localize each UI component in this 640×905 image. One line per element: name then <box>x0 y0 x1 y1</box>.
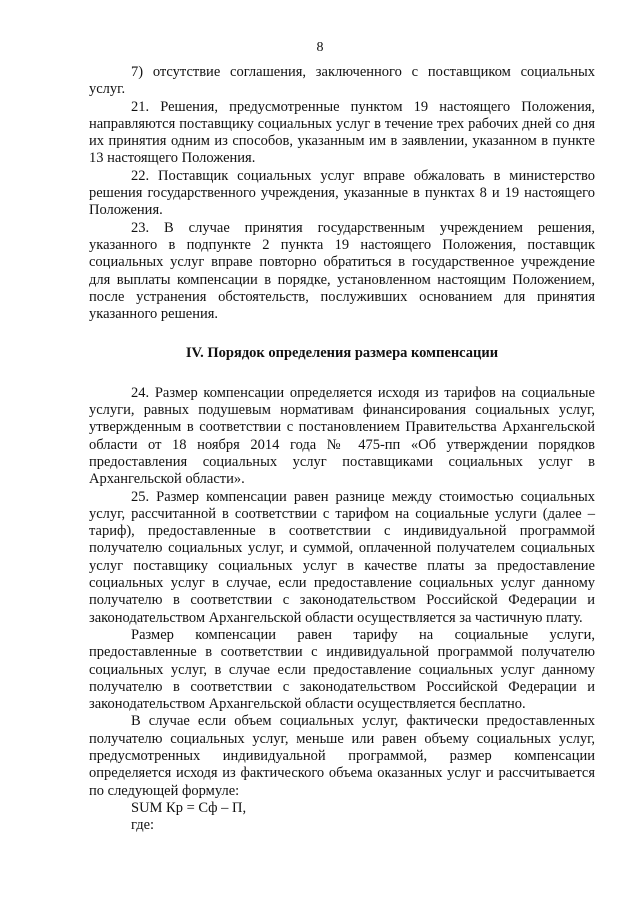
page-number: 8 <box>316 40 324 55</box>
formula: SUM Кр = Сф – П, <box>131 799 247 816</box>
paragraph-24: 24. Размер компенсации определяется исходя из тарифов на социальные услуги, равных подушевым нормативам финансирования социальных услуг, утвержденным в соответствии с постановлением Правительства Архангельской области от 18 ноября 2014 года № 475-пп «Об утверждении порядков предоставления социальных услуг поставщиками социальных услуг в Архангельской области». <box>89 384 595 488</box>
where-label: где: <box>131 817 155 834</box>
paragraph-item-7: 7) отсутствие соглашения, заключенного с поставщиком социальных услуг. <box>89 64 595 98</box>
paragraph-25-free: Размер компенсации равен тарифу на социальные услуги, предоставленные в соответствии с индивидуальной программой получателю социальных услуг, в случае если предоставление социальных услуг данному получателю в соответствии с законодательством Российской Федерации и законодательством Архангельской области осуществляется бесплатно. <box>89 626 595 713</box>
section-heading: IV. Порядок определения размера компенсации <box>185 345 499 362</box>
paragraph-25: 25. Размер компенсации равен разнице между стоимостью социальных услуг, рассчитанной в соответствии с тарифом на социальные услуги (далее – тариф), предоставленные в соответствии с индивидуальной программой получателю социальных услуг, и суммой, оплаченной получателем социальных услуг поставщику социальных услуг в качестве платы за предоставление социальных услуг в случае, если предоставление социальных услуг данному получателю в соответствии с законодательством Российской Федерации и законодательством Архангельской области осуществляется за частичную плату. <box>89 488 595 626</box>
paragraph-21: 21. Решения, предусмотренные пунктом 19 настоящего Положения, направляются поставщику социальных услуг в течение трех рабочих дней со дня их принятия одним из способов, указанным им в заявлении, указанном в пункте 13 настоящего Положения. <box>89 98 595 167</box>
paragraph-22: 22. Поставщик социальных услуг вправе обжаловать в министерство решения государственного учреждения, указанные в пунктах 8 и 19 настоящего Положения. <box>89 167 595 219</box>
paragraph-25-volume: В случае если объем социальных услуг, фактически предоставленных получателю социальных услуг, меньше или равен объему социальных услуг, предусмотренных индивидуальной программой, размер компенсации определяется исходя из фактического объема оказанных услуг и рассчитывается по следующей формуле: <box>89 713 595 799</box>
document-body <box>89 64 595 834</box>
paragraph-23: 23. В случае принятия государственным учреждением решения, указанного в подпункте 2 пункта 19 настоящего Положения, поставщик социальных услуг вправе повторно обратиться в государственное учреждение для выплаты компенсации в порядке, установленном настоящим Положением, после устранения обстоятельств, послуживших основанием для принятия указанного решения. <box>89 219 595 323</box>
